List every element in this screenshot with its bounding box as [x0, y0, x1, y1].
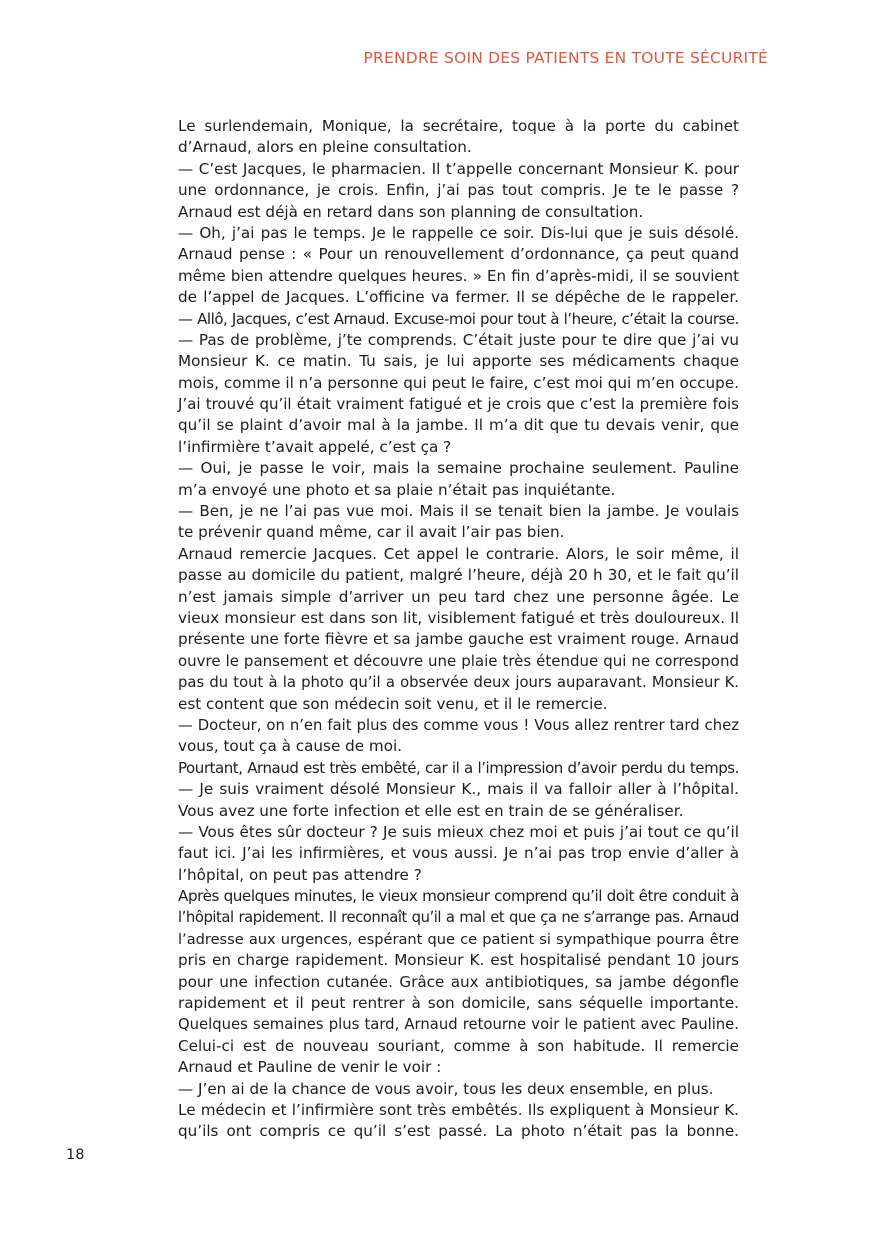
text-line: pas du tout à la photo qu’il a observée deux jours auparavant. Monsieur K. [178, 674, 739, 692]
text-line: Vous avez une forte infection et elle est en train de se généraliser. [178, 801, 684, 820]
text-line: même bien attendre quelques heures. » En fin d’après-midi, il se souvient [178, 266, 739, 285]
text-line: — Oui, je passe le voir, mais la semaine prochaine seulement. Pauline [178, 459, 739, 478]
running-header: PRENDRE SOIN DES PATIENTS EN TOUTE SÉCURITÉ [363, 49, 768, 67]
text-line: pris en charge rapidement. Monsieur K. est hospitalisé pendant 10 jours [178, 951, 739, 970]
text-line: n’est jamais simple d’arriver un peu tard chez une personne âgée. Le [178, 587, 739, 606]
text-line: m’a envoyé une photo et sa plaie n’était pas inquiétante. [178, 480, 616, 499]
text-line: — Allô, Jacques, c’est Arnaud. Excuse-moi pour tout à l’heure, c’était la course. [178, 309, 739, 328]
text-line: Arnaud et Pauline de venir le voir : [178, 1058, 442, 1077]
text-line: Arnaud est déjà en retard dans son planning de consultation. [178, 202, 644, 221]
text-line: passe au domicile du patient, malgré l’heure, déjà 20 h 30, et le fait qu’il [178, 566, 739, 585]
text-line: vous, tout ça à cause de moi. [178, 737, 403, 756]
text-line: l’hôpital, on peut pas attendre ? [178, 865, 422, 884]
text-line: te prévenir quand même, car il avait l’air pas bien. [178, 523, 565, 542]
text-line: — Oh, j’ai pas le temps. Je le rappelle ce soir. Dis-lui que je suis désolé. [178, 223, 739, 242]
text-line: Monsieur K. ce matin. Tu sais, je lui apporte ses médicaments chaque [178, 352, 739, 371]
text-line: l’hôpital rapidement. Il reconnaît qu’il a mal et que ça ne s’arrange pas. Arnaud [178, 909, 739, 927]
text-line: vieux monsieur est dans son lit, visiblement fatigué et très douloureux. Il [178, 608, 739, 627]
text-line: Le médecin et l’infirmière sont très embêtés. Ils expliquent à Monsieur K. [178, 1100, 739, 1119]
text-line: — Docteur, on n’en fait plus des comme vous ! Vous allez rentrer tard chez [178, 716, 739, 734]
text-line: Quelques semaines plus tard, Arnaud retourne voir le patient avec Pauline. [178, 1016, 739, 1034]
text-line: Arnaud remercie Jacques. Cet appel le contrarie. Alors, le soir même, il [178, 544, 739, 563]
text-line: Celui-ci est de nouveau souriant, comme à son habitude. Il remercie [178, 1036, 739, 1055]
text-line: J’ai trouvé qu’il était vraiment fatigué et je crois que c’est la première fois [178, 395, 739, 414]
text-line: Arnaud pense : « Pour un renouvellement d’ordonnance, ça peut quand [178, 245, 739, 264]
text-line: Le surlendemain, Monique, la secrétaire, toque à la porte du cabinet [178, 117, 739, 135]
text-line: — Je suis vraiment désolé Monsieur K., mais il va falloir aller à l’hôpital. [178, 780, 739, 799]
text-line: de l’appel de Jacques. L’officine va fermer. Il se dépêche de le rappeler. [178, 288, 739, 307]
text-line: l’infirmière t’avait appelé, c’est ça ? [178, 437, 452, 456]
text-line: Pourtant, Arnaud est très embêté, car il a l’impression d’avoir perdu du temps. [178, 758, 739, 777]
text-line: ouvre le pansement et découvre une plaie très étendue qui ne correspond [178, 651, 739, 670]
text-line: une ordonnance, je crois. Enfin, j’ai pas tout compris. Je te le passe ? [178, 181, 739, 200]
text-line: — J’en ai de la chance de vous avoir, tous les deux ensemble, en plus. [178, 1079, 714, 1098]
text-line: Après quelques minutes, le vieux monsieur comprend qu’il doit être conduit à [178, 887, 739, 906]
text-line: rapidement et il peut rentrer à son domicile, sans séquelle importante. [178, 994, 739, 1013]
text-line: présente une forte fièvre et sa jambe gauche est vraiment rouge. Arnaud [178, 630, 739, 649]
page-number: 18 [66, 1147, 85, 1163]
text-line: — Ben, je ne l’ai pas vue moi. Mais il se tenait bien la jambe. Je voulais [178, 502, 739, 521]
text-line: l’adresse aux urgences, espérant que ce patient si sympathique pourra être [178, 930, 739, 948]
text-line: qu’ils ont compris ce qu’il s’est passé. La photo n’était pas la bonne. [178, 1122, 739, 1141]
text-line: — Pas de problème, j’te comprends. C’était juste pour te dire que j’ai vu [178, 330, 739, 349]
body-text [178, 116, 739, 1143]
text-line: — C’est Jacques, le pharmacien. Il t’appelle concernant Monsieur K. pour [178, 159, 739, 178]
text-line: faut ici. J’ai les infirmières, et vous aussi. Je n’ai pas trop envie d’aller à [178, 844, 739, 863]
text-line: mois, comme il n’a personne qui peut le faire, c’est moi qui m’en occupe. [178, 373, 739, 392]
text-line: pour une infection cutanée. Grâce aux antibiotiques, sa jambe dégonfle [178, 972, 739, 991]
text-line: — Vous êtes sûr docteur ? Je suis mieux chez moi et puis j’ai tout ce qu’il [178, 822, 739, 841]
text-line: d’Arnaud, alors en pleine consultation. [178, 138, 472, 157]
text-line: qu’il se plaint d’avoir mal à la jambe. Il m’a dit que tu devais venir, que [178, 416, 739, 435]
text-line: est content que son médecin soit venu, et il le remercie. [178, 694, 608, 713]
